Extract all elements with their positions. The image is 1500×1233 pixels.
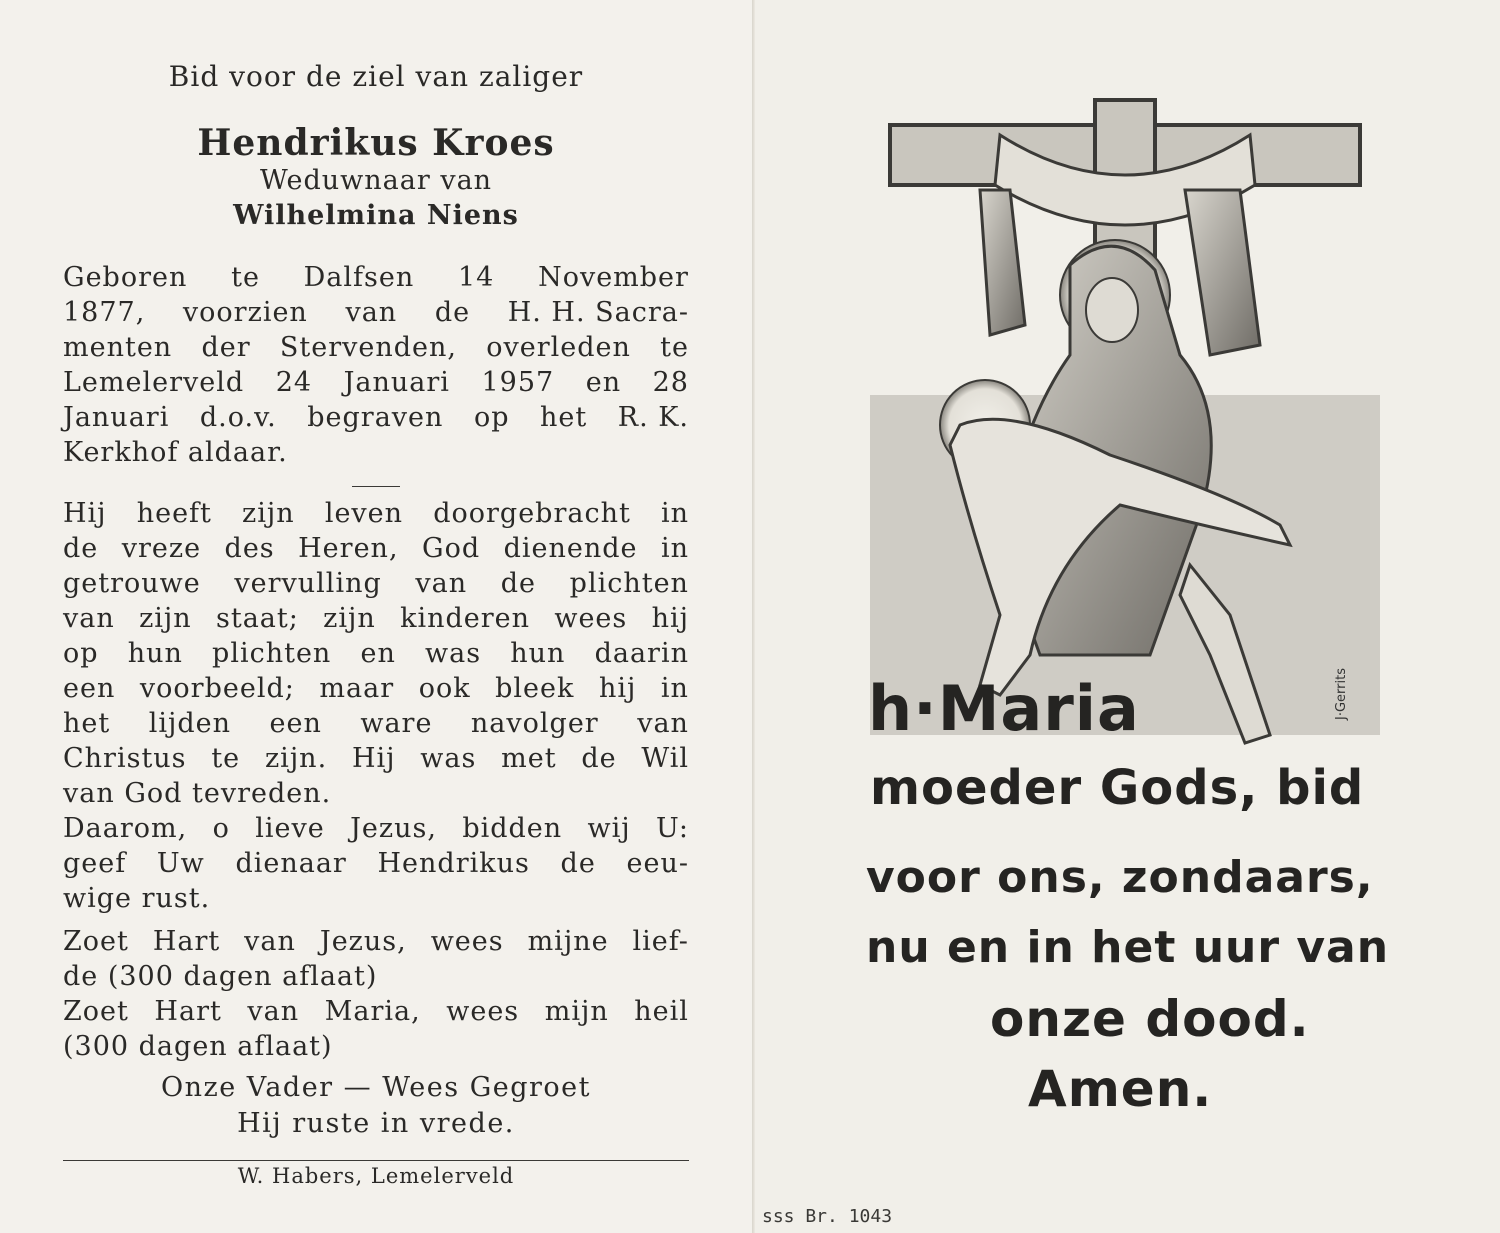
text-word: geef — [63, 848, 127, 879]
text-word: van — [637, 708, 689, 739]
text-word: Hij — [63, 498, 107, 529]
text-word: bleek — [495, 673, 575, 704]
bio-last-line: Kerkhof aldaar. — [63, 437, 288, 468]
short-divider — [352, 486, 400, 487]
text-word: staat; — [216, 603, 299, 634]
text-row — [63, 741, 689, 776]
text-word: de — [560, 848, 596, 879]
text-word: in — [660, 498, 689, 529]
text-word: Januari — [343, 367, 450, 398]
text-word: te — [211, 743, 241, 774]
header-text: Bid voor de ziel van zaliger — [168, 60, 584, 93]
text-word: in — [660, 673, 689, 704]
text-word: 1877, — [63, 297, 146, 328]
text-word: heeft — [136, 498, 212, 529]
text-word: navolger — [470, 708, 599, 739]
pieta-illustration — [850, 95, 1400, 755]
text-word: op — [63, 638, 99, 669]
text-word: het — [540, 402, 588, 433]
text-word: zijn. — [264, 743, 328, 774]
artist-signature: J·Gerrits — [1334, 668, 1349, 720]
text-word: Hendrikus — [377, 848, 530, 879]
life-last-line: van God tevreden. — [63, 778, 332, 809]
text-word: heil — [634, 996, 689, 1027]
text-word: Uw — [156, 848, 205, 879]
text-row — [63, 531, 689, 566]
text-word: der — [201, 332, 251, 363]
text-row — [63, 566, 689, 601]
text-word: Dalfsen — [303, 262, 415, 293]
text-word: zijn — [242, 498, 295, 529]
indulgence-paragraph — [63, 924, 689, 1064]
text-word: o — [212, 813, 230, 844]
text-word: een — [269, 708, 322, 739]
text-word: op — [473, 402, 510, 433]
text-word: lieve — [255, 813, 325, 844]
text-word: en — [360, 638, 396, 669]
prayer-line-5: onze dood. — [990, 990, 1310, 1048]
prayer-line-3: voor ons, zondaars, — [866, 852, 1374, 903]
text-word: voorbeeld; — [139, 673, 295, 704]
text-word: Stervenden, — [279, 332, 457, 363]
text-row — [63, 295, 689, 330]
text-word: te — [231, 262, 260, 293]
text-word: te — [660, 332, 689, 363]
text-word: lief- — [632, 926, 689, 957]
closing-rest: Hij ruste in vrede. — [237, 1108, 515, 1139]
text-word: Zoet — [63, 996, 129, 1027]
text-word: de — [500, 568, 537, 599]
text-word: was — [425, 638, 482, 669]
text-word: Daarom, — [63, 813, 188, 844]
text-word: Heren, — [298, 533, 399, 564]
text-word: een — [63, 673, 116, 704]
indulgence-last-line: (300 dagen aflaat) — [63, 1031, 333, 1062]
prayer-last-line: wige rust. — [63, 883, 211, 914]
text-word: Lemelerveld — [63, 367, 245, 398]
text-word: zijn — [139, 603, 192, 634]
text-word: in — [660, 533, 689, 564]
text-word: zijn — [323, 603, 376, 634]
indulgence-mid-line: de (300 dagen aflaat) — [63, 961, 378, 992]
text-word: bidden — [462, 813, 563, 844]
prayer-line-4: nu en in het uur van — [866, 922, 1390, 973]
text-word: dienaar — [235, 848, 347, 879]
text-row — [63, 994, 689, 1029]
closing-prayers: Onze Vader — Wees Gegroet — [160, 1072, 592, 1103]
text-word: Januari — [63, 402, 170, 433]
text-row — [63, 846, 689, 881]
text-word: overleden — [486, 332, 631, 363]
text-word: wees — [554, 603, 628, 634]
spouse-name: Wilhelmina Niens — [233, 200, 519, 231]
bottom-divider — [63, 1160, 689, 1161]
text-word: hun — [127, 638, 183, 669]
text-word: 1957 — [481, 367, 555, 398]
text-word: doorgebracht — [433, 498, 631, 529]
printer-credit: W. Habers, Lemelerveld — [237, 1164, 515, 1188]
text-word: de — [63, 533, 99, 564]
prayer-line-6: Amen. — [1028, 1060, 1213, 1118]
text-word: van — [247, 996, 300, 1027]
text-word: H. H. Sacra- — [507, 297, 689, 328]
text-word: leven — [324, 498, 404, 529]
text-word: hun — [510, 638, 566, 669]
shroud-right-fold — [1185, 190, 1260, 355]
text-row — [63, 260, 689, 295]
text-word: des — [224, 533, 275, 564]
text-word: plichten — [569, 568, 689, 599]
text-word: R. K. — [617, 402, 689, 433]
text-word: plichten — [212, 638, 332, 669]
text-word: 14 — [457, 262, 495, 293]
text-row — [63, 811, 689, 846]
text-word: Hart — [154, 996, 222, 1027]
text-word: lijden — [148, 708, 231, 739]
text-word: Geboren — [63, 262, 188, 293]
text-word: U: — [656, 813, 689, 844]
text-word: van — [345, 297, 398, 328]
text-word: ook — [418, 673, 471, 704]
text-word: ware — [360, 708, 433, 739]
text-word: de — [434, 297, 471, 328]
text-word: het — [63, 708, 111, 739]
relation-text: Weduwnaar van — [259, 165, 493, 196]
deceased-name: Hendrikus Kroes — [197, 122, 555, 164]
text-word: 28 — [652, 367, 689, 398]
text-word: met — [501, 743, 557, 774]
prayer-line-2: moeder Gods, bid — [870, 760, 1365, 816]
prayer-line-1: h·Maria — [868, 672, 1140, 745]
text-word: de — [581, 743, 617, 774]
text-word: wees — [446, 996, 520, 1027]
text-word: Jezus, — [350, 813, 437, 844]
text-word: hij — [651, 603, 689, 634]
text-word: dienende — [503, 533, 638, 564]
text-word: daarin — [594, 638, 689, 669]
text-word: eeu- — [626, 848, 689, 879]
text-row — [63, 400, 689, 435]
text-word: Maria, — [324, 996, 421, 1027]
text-word: mijn — [544, 996, 609, 1027]
text-row — [63, 601, 689, 636]
bio-paragraph — [63, 260, 689, 470]
text-word: wij — [587, 813, 631, 844]
text-word: begraven — [307, 402, 444, 433]
text-word: maar — [319, 673, 395, 704]
text-word: van — [415, 568, 468, 599]
text-word: Zoet — [63, 926, 129, 957]
text-word: God — [422, 533, 481, 564]
text-word: getrouwe — [63, 568, 201, 599]
text-word: was — [420, 743, 477, 774]
text-row — [63, 330, 689, 365]
text-row — [63, 365, 689, 400]
text-word: 24 — [275, 367, 313, 398]
text-word: Jezus, — [319, 926, 407, 957]
shroud-left-fold — [980, 190, 1025, 335]
text-word: hij — [598, 673, 637, 704]
text-row — [63, 671, 689, 706]
life-paragraph — [63, 496, 689, 916]
text-word: en — [585, 367, 622, 398]
text-row — [63, 706, 689, 741]
text-word: Hij — [351, 743, 396, 774]
text-word: mijne — [527, 926, 609, 957]
text-word: Wil — [641, 743, 689, 774]
text-word: voorzien — [182, 297, 308, 328]
text-row — [63, 924, 689, 959]
text-word: vervulling — [234, 568, 382, 599]
text-row — [63, 496, 689, 531]
text-word: d.o.v. — [199, 402, 277, 433]
mary-face — [1086, 278, 1138, 342]
text-word: November — [538, 262, 689, 293]
text-row — [63, 636, 689, 671]
text-word: Hart — [152, 926, 221, 957]
text-word: wees — [430, 926, 504, 957]
text-word: menten — [63, 332, 173, 363]
text-word: vreze — [121, 533, 202, 564]
text-word: van — [244, 926, 296, 957]
text-word: van — [63, 603, 115, 634]
text-word: kinderen — [400, 603, 531, 634]
text-word: Christus — [63, 743, 187, 774]
print-code: sss Br. 1043 — [762, 1206, 893, 1227]
